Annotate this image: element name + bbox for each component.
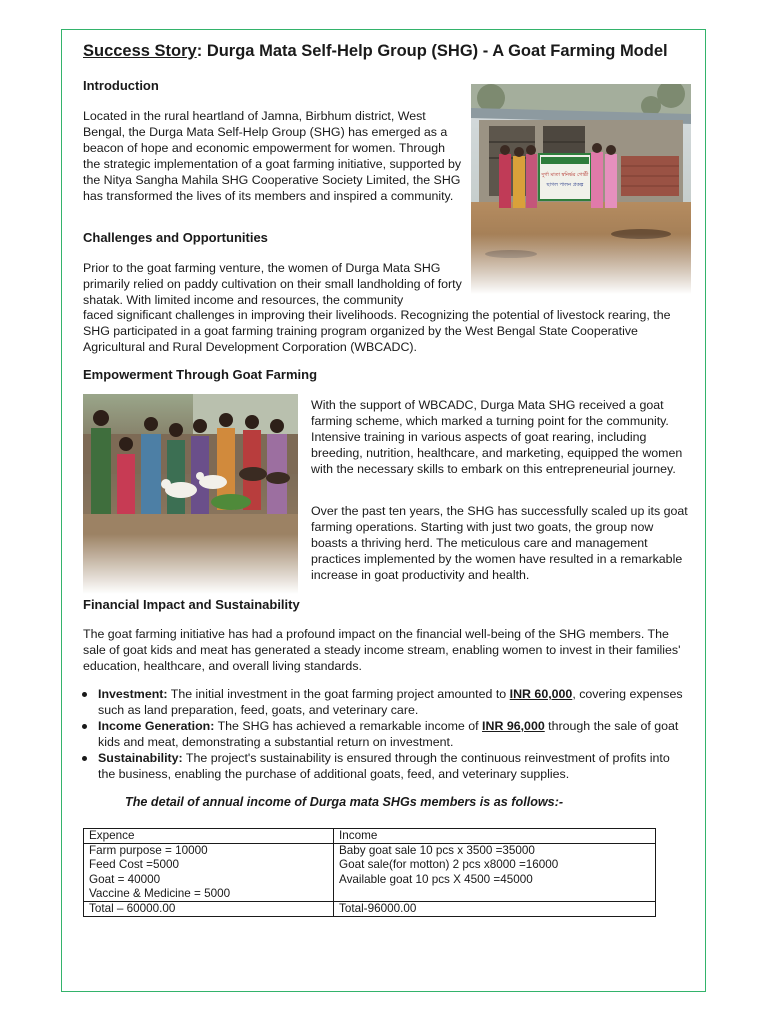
bullet-text: The SHG has achieved a remarkable income of [214, 719, 483, 733]
bullet-label: Income Generation: [98, 719, 215, 733]
income-line: Goat sale(for motton) 2 pcs x8000 =16000 [339, 858, 559, 872]
photo-goat-shed [471, 84, 691, 294]
title-rest: : Durga Mata Self-Help Group (SHG) - A Goat Farming Model [196, 42, 668, 60]
bullet-sustainability [81, 750, 685, 782]
bullet-text: through the sale of goat kids and meat, demonstrating a substantial return on investment. [98, 719, 679, 749]
photo-women-goats [83, 394, 298, 594]
bullet-investment [81, 686, 685, 718]
header-expense: Expence [84, 829, 334, 844]
challenges-text-part1: Prior to the goat farming venture, the women of Durga Mata SHG primarily relied on paddy cultivation on their small landholding of forty shatak. With limited income and resources, the community [83, 261, 462, 307]
intro-heading: Introduction [83, 78, 159, 93]
title-prefix: Success Story [83, 42, 197, 60]
total-income: Total-96000.00 [334, 902, 656, 917]
banner-line2: ছাগল পালন প্রকল্প [546, 182, 584, 188]
amount-income: INR 96,000 [482, 719, 545, 733]
banner-line1: দুর্গা মাতা স্বনির্ভর গোষ্ঠী [541, 172, 589, 178]
challenges-heading: Challenges and Opportunities [83, 230, 268, 245]
income-line: Available goat 10 pcs X 4500 =45000 [339, 872, 533, 886]
bullet-label: Investment: [98, 687, 168, 701]
expense-line: Goat = 40000 [89, 872, 161, 886]
bullet-text: The project's sustainability is ensured through the continuous reinvestment of profits into the business, enabling the purchase of additional goats, feed, and veterinary supplies. [98, 751, 670, 781]
bullet-income [81, 718, 685, 750]
financial-text: The goat farming initiative has had a profound impact on the financial well-being of the SHG members. The sale of goat kids and meat has generated a steady income stream, enabling women to invest in their families' education, healthcare, and overall living standards. [83, 627, 681, 673]
challenges-text-part2: faced significant challenges in improving their livelihoods. Recognizing the potential of livestock rearing, the SHG participated in a goat farming training program organized by the West Bengal State Cooperative Agricultural and Rural Development Corporation (WBCADC). [83, 308, 671, 354]
amount-investment: INR 60,000 [509, 687, 573, 701]
page-title [83, 42, 693, 61]
empowerment-para1: With the support of WBCADC, Durga Mata SHG received a goat farming scheme, which marked a turning point for the community. Intensive training in various aspects of goat rearing, including breeding, nutrition, healthcare, and marketing, equipped the women with the necessary skills to embark on this entrepreneurial journey. [311, 398, 683, 476]
expense-line: Vaccine & Medicine = 5000 [89, 886, 231, 900]
income-cell [334, 844, 656, 902]
photo-fade [471, 234, 691, 294]
expense-cell [84, 844, 334, 902]
expense-line: Feed Cost =5000 [89, 858, 179, 872]
table-caption: The detail of annual income of Durga mata SHGs members is as follows:- [125, 795, 564, 809]
intro-text: Located in the rural heartland of Jamna, Birbhum district, West Bengal, the Durga Mata Self-Help Group (SHG) has emerged as a beacon of hope and economic empowerment for women. Through the strategic implementation of a goat farming initiative, supported by the Nitya Sangha Mahila SHG Cooperative Society Limited, the SHG has transformed the lives of its members and inspired a community. [83, 109, 462, 203]
total-expense: Total – 60000.00 [84, 902, 334, 917]
empowerment-para2: Over the past ten years, the SHG has successfully scaled up its goat farming operations. Starting with just two goats, the group now boasts a thriving herd. The meticulous care and management practices implemented by the women have resulted in a remarkable increase in goat productivity and health. [311, 504, 688, 582]
bullet-text: The initial investment in the goat farming project amounted to [167, 687, 510, 701]
income-table [83, 828, 656, 917]
income-line: Baby goat sale 10 pcs x 3500 =35000 [339, 844, 535, 858]
table-header-row [84, 829, 656, 844]
table-total-row [84, 902, 656, 917]
financial-heading: Financial Impact and Sustainability [83, 597, 300, 612]
financial-bullets [81, 686, 685, 782]
expense-line: Farm purpose = 10000 [89, 844, 208, 858]
header-income: Income [334, 829, 656, 844]
bullet-text: , covering expenses such as land preparation, feed, goats, and veterinary care. [98, 687, 683, 717]
empowerment-heading: Empowerment Through Goat Farming [83, 367, 318, 382]
photo-fade [83, 534, 298, 594]
table-row [84, 844, 656, 902]
bullet-label: Sustainability: [98, 751, 183, 765]
